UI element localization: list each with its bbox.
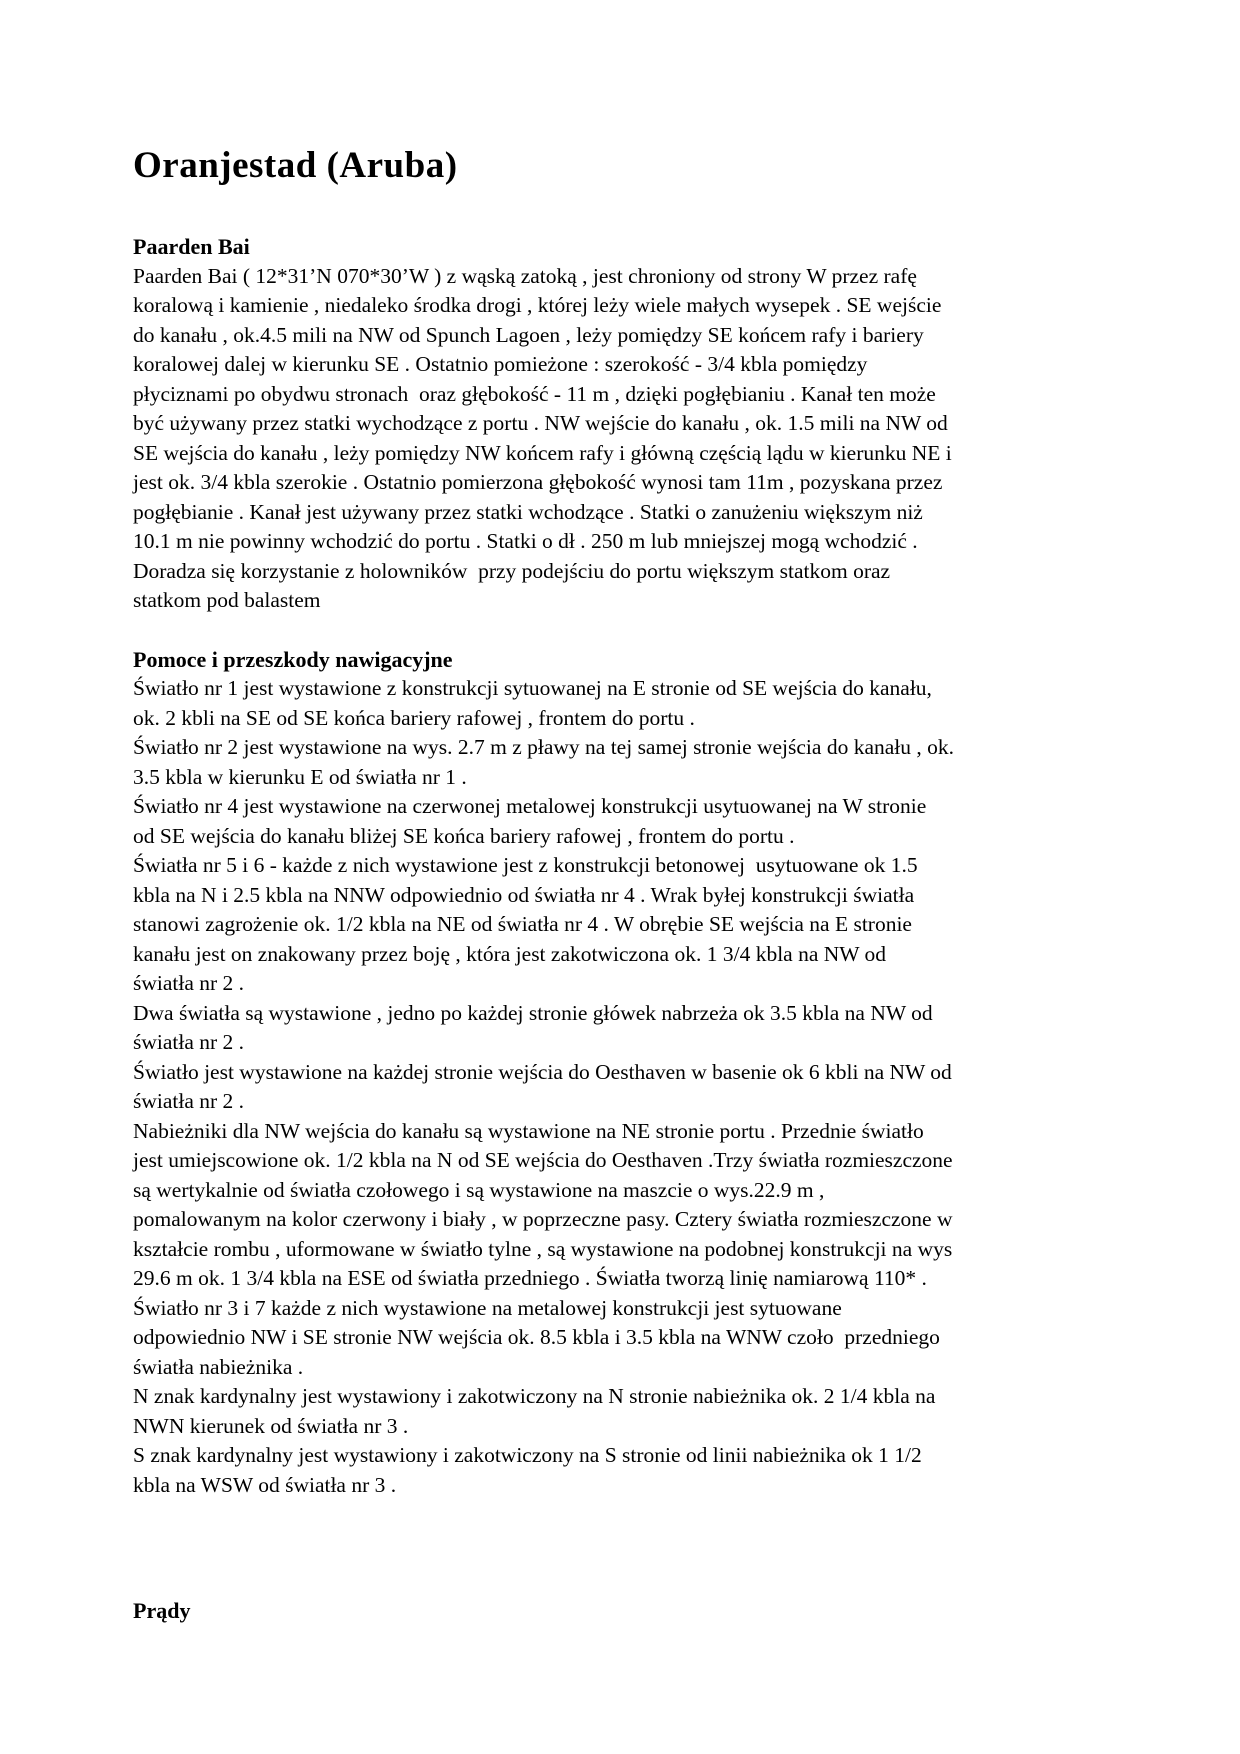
text-line: do kanału , ok.4.5 mili na NW od Spunch Lagoen , leży pomiędzy SE końcem rafy i bariery [133, 322, 924, 347]
text-line: N znak kardynalny jest wystawiony i zakotwiczony na N stronie nabieżnika ok. 2 1/4 kbla na [133, 1384, 936, 1408]
section-heading: Pomoce i przeszkody nawigacyjne [133, 646, 453, 672]
section-heading: Paarden Bai [133, 234, 250, 259]
text-line: Światła nr 5 i 6 - każde z nich wystawione jest z konstrukcji betonowej usytuowane ok 1.5 [133, 853, 918, 877]
text-line: SE wejścia do kanału , leży pomiędzy NW końcem rafy i główną częścią lądu w kierunku NE i [133, 440, 952, 465]
text-line: Światło nr 2 jest wystawione na wys. 2.7 m z pławy na tej samej stronie wejścia do kanału , ok. [133, 735, 955, 759]
text-line: odpowiednio NW i SE stronie NW wejścia ok. 8.5 kbla i 3.5 kbla na WNW czoło przedniego [133, 1325, 940, 1349]
text-line: Światło nr 3 i 7 każde z nich wystawione na metalowej konstrukcji jest sytuowane [133, 1295, 842, 1320]
section [133, 1596, 1120, 1626]
text-line: Doradza się korzystanie z holowników przy podejściu do portu większym statkom oraz [133, 558, 891, 583]
section [133, 645, 1120, 1501]
text-line: statkom pod balastem [133, 588, 321, 612]
text-line: jest ok. 3/4 kbla szerokie . Ostatnio pomierzona głębokość wynosi tam 11m , pozyskana przez [133, 470, 943, 494]
text-line: Światło nr 1 jest wystawione z konstrukcji sytuowanej na E stronie od SE wejścia do kanału, [133, 676, 932, 700]
text-line: kbla na WSW od światła nr 3 . [133, 1472, 397, 1497]
text-line: Dwa światła są wystawione , jedno po każdej stronie główek nabrzeża ok 3.5 kbla na NW od [133, 1000, 933, 1025]
text-line: 10.1 m nie powinny wchodzić do portu . Statki o dł . 250 m lub mniejszej mogą wchodzić . [133, 529, 918, 553]
text-line: koralowej dalej w kierunku SE . Ostatnio pomieżone : szerokość - 3/4 kbla pomiędzy [133, 352, 868, 376]
text-line: światła nr 2 . [133, 1030, 245, 1054]
text-line: kanału jest on znakowany przez boję , która jest zakotwiczona ok. 1 3/4 kbla na NW od [133, 941, 887, 966]
text-line: S znak kardynalny jest wystawiony i zakotwiczony na S stronie od linii nabieżnika ok 1 1/2 [133, 1443, 922, 1467]
text-line: światła nr 2 . [133, 971, 245, 995]
section [133, 232, 1120, 616]
document-body [133, 232, 1120, 1626]
text-line: pogłębianie . Kanał jest używany przez statki wchodzące . Statki o zanużeniu większym niż [133, 499, 923, 524]
text-line: Światło nr 4 jest wystawione na czerwonej metalowej konstrukcji usytuowanej na W stronie [133, 794, 927, 818]
section-heading: Prądy [133, 1598, 191, 1623]
text-line: Nabieżniki dla NW wejścia do kanału są wystawione na NE stronie portu . Przednie światło [133, 1118, 924, 1143]
text-line: kbla na N i 2.5 kbla na NNW odpowiednio od światła nr 4 . Wrak byłej konstrukcji światła [133, 882, 915, 907]
text-line: Paarden Bai ( 12*31’N 070*30’W ) z wąską zatoką , jest chroniony od strony W przez rafę [133, 263, 917, 288]
page-title: Oranjestad (Aruba) [133, 145, 458, 186]
text-line: od SE wejścia do kanału bliżej SE końca bariery rafowej , frontem do portu . [133, 823, 795, 848]
text-line: 3.5 kbla w kierunku E od światła nr 1 . [133, 764, 467, 789]
text-line: 29.6 m ok. 1 3/4 kbla na ESE od światła przedniego . Światła tworzą linię namiarową 110* . [133, 1266, 927, 1290]
text-line: są wertykalnie od światła czołowego i są wystawione na maszcie o wys.22.9 m , [133, 1177, 825, 1202]
text-line: kształcie rombu , uformowane w światło tylne , są wystawione na podobnej konstrukcji na wys [133, 1236, 953, 1261]
text-line: koralową i kamienie , niedaleko środka drogi , której leży wiele małych wysepek . SE wejście [133, 293, 942, 317]
text-line: światła nr 2 . [133, 1089, 245, 1113]
text-line: jest umiejscowione ok. 1/2 kbla na N od SE wejścia do Oesthaven .Trzy światła rozmieszczone [133, 1148, 953, 1172]
text-line: pomalowanym na kolor czerwony i biały , w poprzeczne pasy. Cztery światła rozmieszczone w [133, 1207, 953, 1231]
text-line: światła nabieżnika . [133, 1354, 304, 1379]
text-line: ok. 2 kbli na SE od SE końca bariery rafowej , frontem do portu . [133, 705, 695, 730]
text-line: NWN kierunek od światła nr 3 . [133, 1413, 409, 1438]
text-line: Światło jest wystawione na każdej stronie wejścia do Oesthaven w basenie ok 6 kbli na NW od [133, 1059, 952, 1084]
text-line: stanowi zagrożenie ok. 1/2 kbla na NE od światła nr 4 . W obrębie SE wejścia na E stronie [133, 912, 912, 936]
text-line: płyciznami po obydwu stronach oraz głębokość - 11 m , dzięki pogłębianiu . Kanał ten może [133, 381, 936, 406]
text-line: być używany przez statki wychodzące z portu . NW wejście do kanału , ok. 1.5 mili na NW od [133, 411, 948, 435]
